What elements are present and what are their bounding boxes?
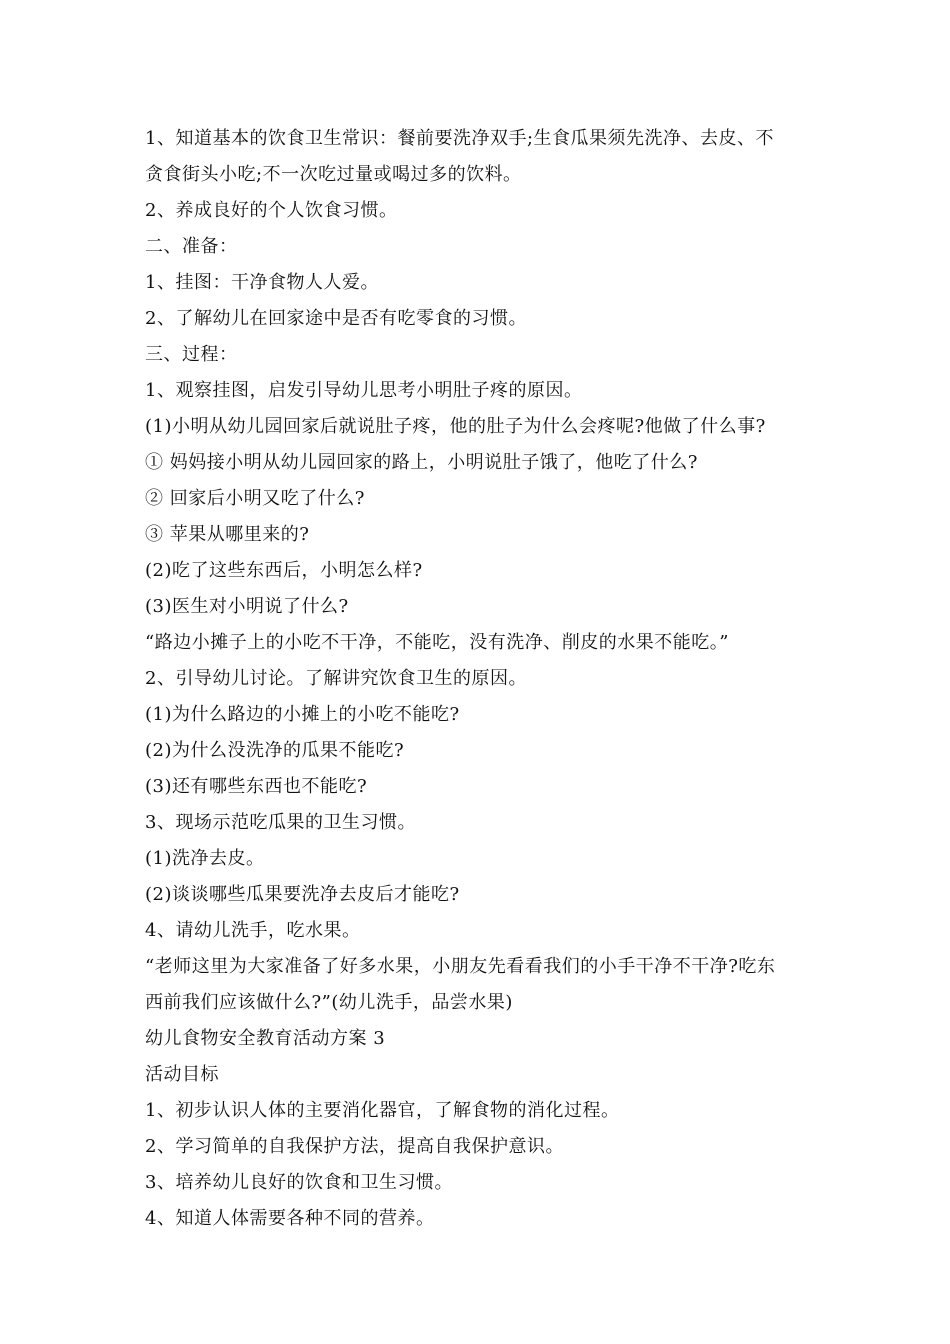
text-line: 1、观察挂图，启发引导幼儿思考小明肚子疼的原因。 [145,380,583,401]
plan-title: 幼儿食物安全教育活动方案 3 [145,1028,386,1049]
text-line: ① 妈妈接小明从幼儿园回家的路上，小明说肚子饿了，他吃了什么? [145,452,698,473]
text-line: 3、现场示范吃瓜果的卫生习惯。 [145,812,416,833]
text-line: 4、知道人体需要各种不同的营养。 [145,1208,435,1229]
text-line: 1、挂图：干净食物人人爱。 [145,272,379,293]
text-line: (3)还有哪些东西也不能吃? [145,776,368,797]
text-line: (2)吃了这些东西后，小明怎么样? [145,560,423,581]
quote-line: “路边小摊子上的小吃不干净，不能吃，没有洗净、削皮的水果不能吃。” [145,632,729,653]
quote-line: “老师这里为大家准备了好多水果，小朋友先看看我们的小手干净不干净?吃东 [145,956,776,977]
text-line: 2、学习简单的自我保护方法，提高自我保护意识。 [145,1136,564,1157]
text-line: 4、请幼儿洗手，吃水果。 [145,920,361,941]
text-line: ② 回家后小明又吃了什么? [145,488,365,509]
text-line: (3)医生对小明说了什么? [145,596,349,617]
section-heading: 二、准备： [145,236,238,257]
text-line: ③ 苹果从哪里来的? [145,524,310,545]
text-line: (1)为什么路边的小摊上的小吃不能吃? [145,704,460,725]
text-line: 1、初步认识人体的主要消化器官，了解食物的消化过程。 [145,1100,620,1121]
text-line: (1)洗净去皮。 [145,848,265,869]
text-line: 2、引导幼儿讨论。了解讲究饮食卫生的原因。 [145,668,527,689]
section-heading: 三、过程： [145,344,238,365]
text-line: 1、知道基本的饮食卫生常识：餐前要洗净双手;生食瓜果须先洗净、去皮、不 [145,128,775,149]
text-line: (1)小明从幼儿园回家后就说肚子疼，他的肚子为什么会疼呢?他做了什么事? [145,416,766,437]
quote-line: 西前我们应该做什么?”(幼儿洗手，品尝水果) [145,992,513,1013]
text-line: (2)为什么没洗净的瓜果不能吃? [145,740,405,761]
text-line: (2)谈谈哪些瓜果要洗净去皮后才能吃? [145,884,460,905]
text-line: 2、了解幼儿在回家途中是否有吃零食的习惯。 [145,308,527,329]
section-heading: 活动目标 [145,1064,219,1085]
document-body [145,121,810,1237]
text-line: 3、培养幼儿良好的饮食和卫生习惯。 [145,1172,453,1193]
text-line: 2、养成良好的个人饮食习惯。 [145,200,398,221]
text-line: 贪食街头小吃;不一次吃过量或喝过多的饮料。 [145,164,522,185]
